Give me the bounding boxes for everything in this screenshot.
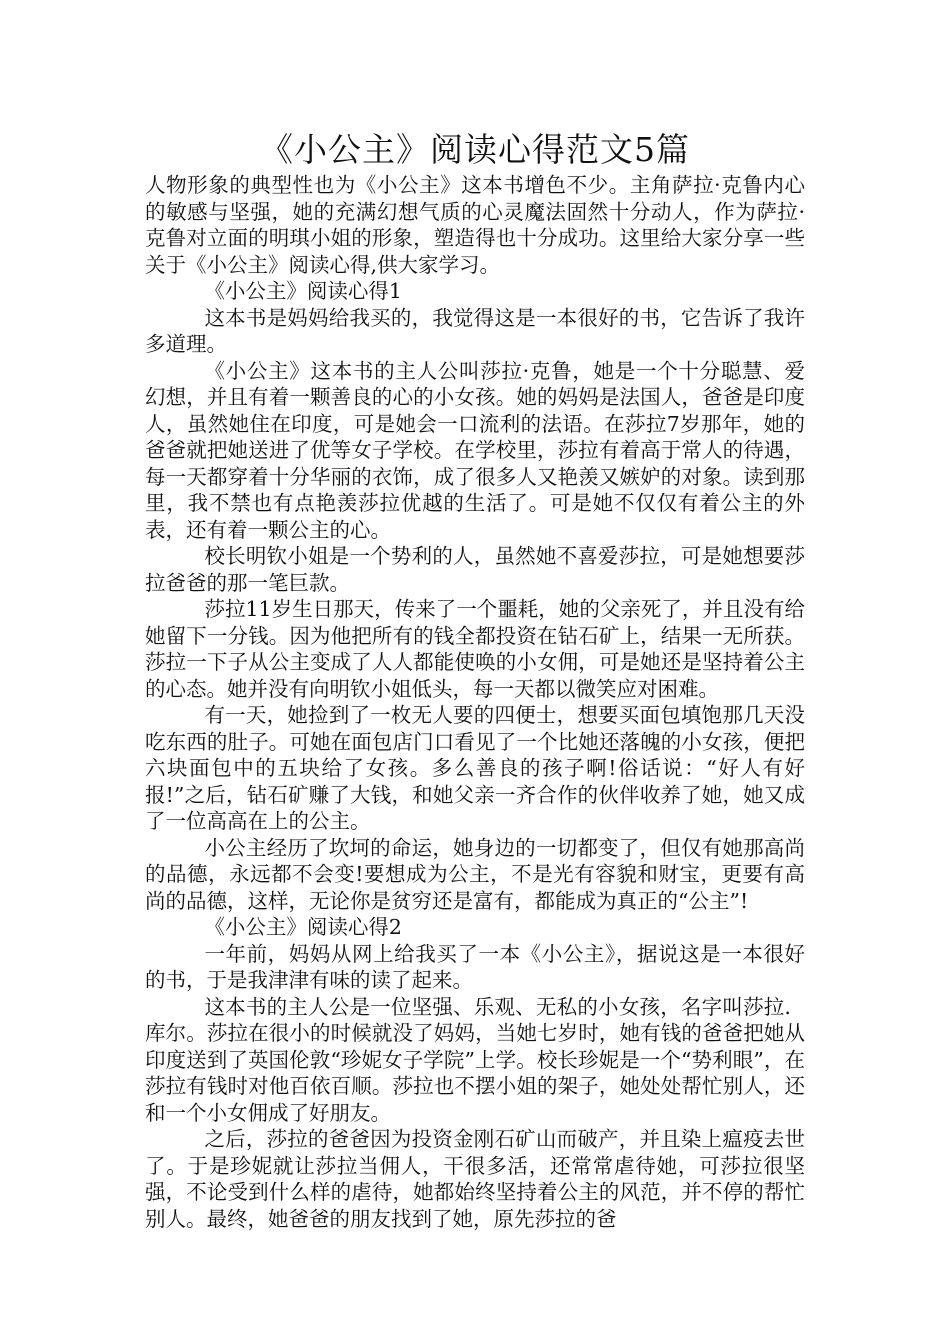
intro-paragraph: 人物形象的典型性也为《小公主》这本书增色不少。主角萨拉·克鲁内心的敏感与坚强，她的充满幻想气质的心灵魔法固然十分动人，作为萨拉·克鲁对立面的明琪小姐的形象，塑造得也十分成功。这里给大家分享一些关于《小公主》阅读心得,供大家学习。: [145, 173, 805, 277]
body-paragraph: 校长明钦小姐是一个势利的人，虽然她不喜爱莎拉，可是她想要莎拉爸爸的那一笔巨款。: [145, 544, 805, 595]
document-title: 《小公主》阅读心得范文5篇: [260, 130, 690, 169]
document-body: [145, 172, 805, 1232]
body-paragraph: 这本书的主人公是一位坚强、乐观、无私的小女孩，名字叫莎拉．库尔。莎拉在很小的时候就没了妈妈，当她七岁时，她有钱的爸爸把她从印度送到了英国伦敦“珍妮女子学院”上学。校长珍妮是一个“势利眼”，在莎拉有钱时对他百依百顺。莎拉也不摆小姐的架子，她处处帮忙别人，还和一个小女佣成了好朋友。: [145, 994, 805, 1125]
body-paragraph: 这本书是妈妈给我买的，我觉得这是一本很好的书，它告诉了我许多道理。: [145, 305, 805, 356]
section-heading-1: 《小公主》阅读心得1: [204, 279, 402, 303]
body-paragraph: 一年前，妈妈从网上给我买了一本《小公主》，据说这是一本很好的书，于是我津津有味的读了起来。: [145, 941, 805, 992]
section-heading-2: 《小公主》阅读心得2: [204, 915, 402, 939]
body-paragraph: 《小公主》这本书的主人公叫莎拉·克鲁，她是一个十分聪慧、爱幻想，并且有着一颗善良的心的小女孩。她的妈妈是法国人，爸爸是印度人，虽然她住在印度，可是她会一口流利的法语。在莎拉7岁那年，她的爸爸就把她送进了优等女子学校。在学校里，莎拉有着高于常人的待遇，每一天都穿着十分华丽的衣饰，成了很多人又艳羡又嫉妒的对象。读到那里，我不禁也有点艳羡莎拉优越的生活了。可是她不仅仅有着公主的外表，还有着一颗公主的心。: [145, 358, 805, 542]
body-paragraph: 小公主经历了坎坷的命运，她身边的一切都变了，但仅有她那高尚的品德，永远都不会变!要想成为公主，不是光有容貌和财宝，更要有高尚的品德，这样，无论你是贫穷还是富有，都能成为真正的“公主”!: [145, 835, 805, 913]
body-paragraph: 之后，莎拉的爸爸因为投资金刚石矿山而破产，并且染上瘟疫去世了。于是珍妮就让莎拉当佣人，干很多活，还常常虐待她，可莎拉很坚强，不论受到什么样的虐待，她都始终坚持着公主的风范，并不停的帮忙别人。最终，她爸爸的朋友找到了她，原先莎拉的爸: [145, 1127, 805, 1231]
body-paragraph: 莎拉11岁生日那天，传来了一个噩耗，她的父亲死了，并且没有给她留下一分钱。因为他把所有的钱全都投资在钻石矿上，结果一无所获。莎拉一下子从公主变成了人人都能使唤的小女佣，可是她还是坚持着公主的心态。她并没有向明钦小姐低头，每一天都以微笑应对困难。: [145, 597, 805, 701]
body-paragraph: 有一天，她捡到了一枚无人要的四便士，想要买面包填饱那几天没吃东西的肚子。可她在面包店门口看见了一个比她还落魄的小女孩，便把六块面包中的五块给了女孩。多么善良的孩子啊!俗话说：“好人有好报!”之后，钻石矿赚了大钱，和她父亲一齐合作的伙伴收养了她，她又成了一位高高在上的公主。: [145, 703, 805, 833]
